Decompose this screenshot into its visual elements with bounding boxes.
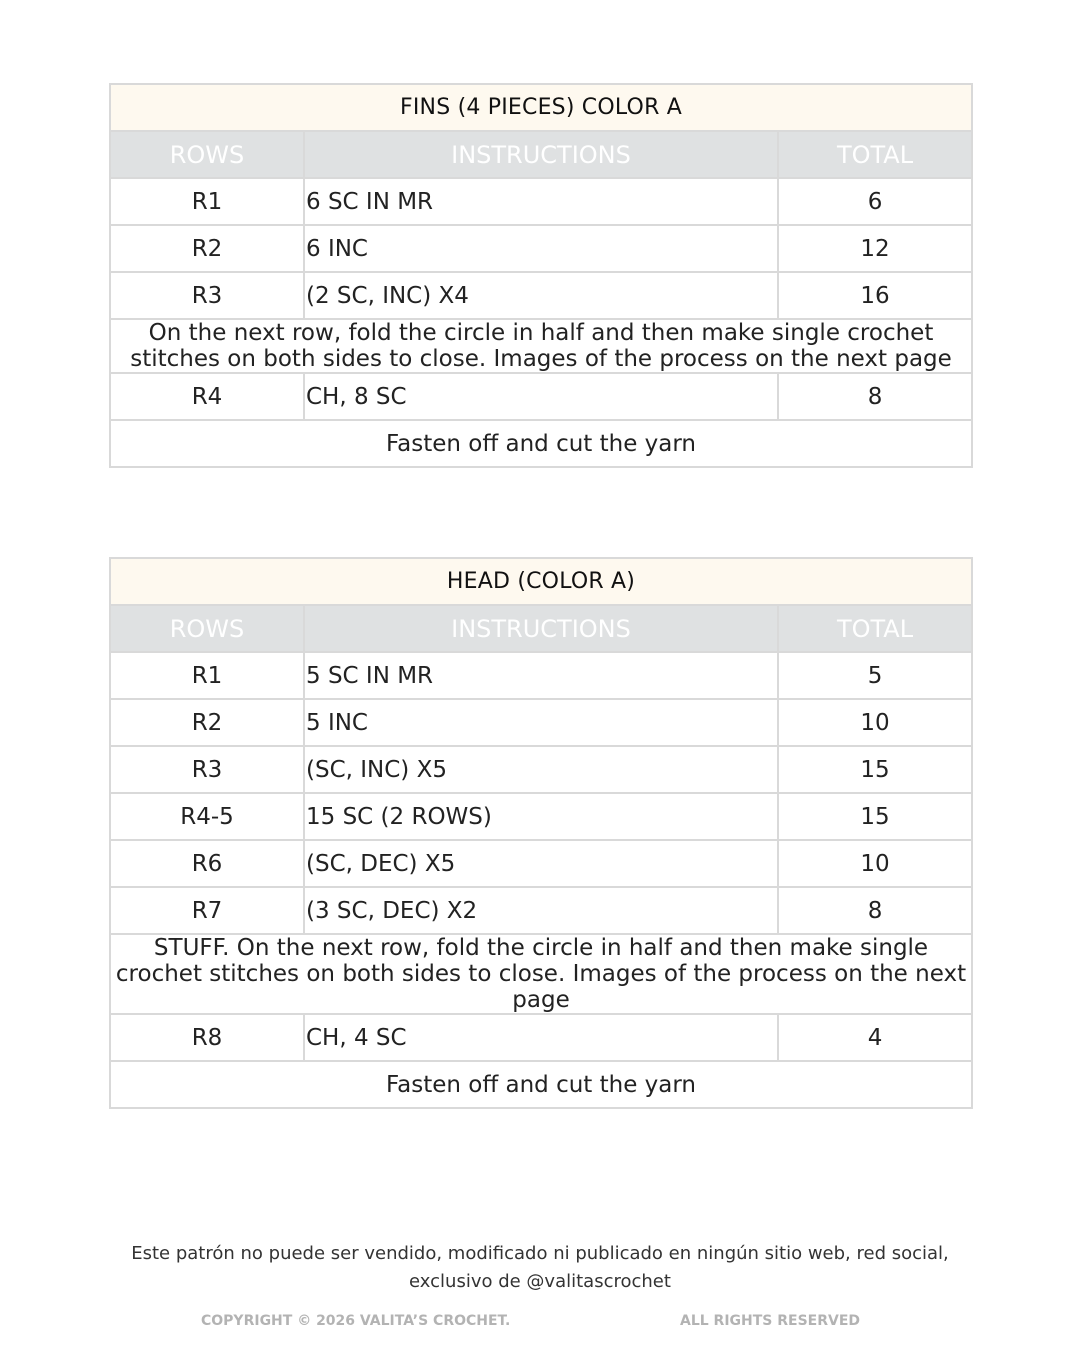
row-label: R7 xyxy=(110,887,304,934)
total-column-header: TOTAL xyxy=(778,605,972,652)
fins-ending: Fasten off and cut the yarn xyxy=(110,420,972,467)
table-row xyxy=(110,272,972,319)
row-instruction: (2 SC, INC) X4 xyxy=(304,272,778,319)
table-row xyxy=(110,178,972,225)
rights-reserved-text: ALL RIGHTS RESERVED xyxy=(680,1313,861,1329)
row-total: 16 xyxy=(778,272,972,319)
row-label: R3 xyxy=(110,272,304,319)
row-label: R2 xyxy=(110,225,304,272)
row-instruction: CH, 4 SC xyxy=(304,1014,778,1061)
head-table-title: HEAD (COLOR A) xyxy=(110,558,972,605)
fins-table-title: FINS (4 PIECES) COLOR A xyxy=(110,84,972,131)
fins-pattern-table xyxy=(109,83,973,468)
table-title-row xyxy=(110,84,972,131)
row-total: 12 xyxy=(778,225,972,272)
rows-column-header: ROWS xyxy=(110,131,304,178)
row-total: 10 xyxy=(778,840,972,887)
row-instruction: 5 SC IN MR xyxy=(304,652,778,699)
table-row xyxy=(110,840,972,887)
fins-note: On the next row, fold the circle in half and then make single crochet stitches on both sides to close. Images of the process on the next page xyxy=(110,319,972,373)
row-instruction: CH, 8 SC xyxy=(304,373,778,420)
disclaimer-text xyxy=(90,1240,990,1296)
table-header-row xyxy=(110,131,972,178)
table-row xyxy=(110,652,972,699)
row-label: R4-5 xyxy=(110,793,304,840)
row-total: 4 xyxy=(778,1014,972,1061)
head-ending: Fasten off and cut the yarn xyxy=(110,1061,972,1108)
head-pattern-table xyxy=(109,557,973,1109)
table-row xyxy=(110,793,972,840)
row-label: R4 xyxy=(110,373,304,420)
table-header-row xyxy=(110,605,972,652)
table-row xyxy=(110,373,972,420)
instructions-column-header: INSTRUCTIONS xyxy=(304,605,778,652)
row-instruction: 6 INC xyxy=(304,225,778,272)
row-instruction: 6 SC IN MR xyxy=(304,178,778,225)
row-total: 8 xyxy=(778,887,972,934)
row-label: R6 xyxy=(110,840,304,887)
note-row xyxy=(110,934,972,1014)
row-instruction: (SC, INC) X5 xyxy=(304,746,778,793)
instructions-column-header: INSTRUCTIONS xyxy=(304,131,778,178)
row-instruction: (SC, DEC) X5 xyxy=(304,840,778,887)
row-total: 15 xyxy=(778,793,972,840)
ending-row xyxy=(110,420,972,467)
row-total: 5 xyxy=(778,652,972,699)
row-label: R3 xyxy=(110,746,304,793)
table-row xyxy=(110,1014,972,1061)
disclaimer-line-1: Este patrón no puede ser vendido, modificado ni publicado en ningún sitio web, red social, xyxy=(131,1243,949,1264)
note-row xyxy=(110,319,972,373)
table-row xyxy=(110,699,972,746)
row-total: 8 xyxy=(778,373,972,420)
row-instruction: 5 INC xyxy=(304,699,778,746)
row-label: R2 xyxy=(110,699,304,746)
rows-column-header: ROWS xyxy=(110,605,304,652)
disclaimer-line-2: exclusivo de @valitascrochet xyxy=(409,1271,671,1292)
copyright-text: COPYRIGHT © 2026 VALITA’S CROCHET. xyxy=(201,1313,511,1329)
ending-row xyxy=(110,1061,972,1108)
row-label: R8 xyxy=(110,1014,304,1061)
row-instruction: 15 SC (2 ROWS) xyxy=(304,793,778,840)
head-note: STUFF. On the next row, fold the circle in half and then make single crochet stitches on both sides to close. Images of the process on the next page xyxy=(110,934,972,1014)
total-column-header: TOTAL xyxy=(778,131,972,178)
table-row xyxy=(110,225,972,272)
row-instruction: (3 SC, DEC) X2 xyxy=(304,887,778,934)
table-row xyxy=(110,887,972,934)
row-total: 15 xyxy=(778,746,972,793)
row-total: 6 xyxy=(778,178,972,225)
row-label: R1 xyxy=(110,652,304,699)
table-title-row xyxy=(110,558,972,605)
row-total: 10 xyxy=(778,699,972,746)
table-row xyxy=(110,746,972,793)
row-label: R1 xyxy=(110,178,304,225)
